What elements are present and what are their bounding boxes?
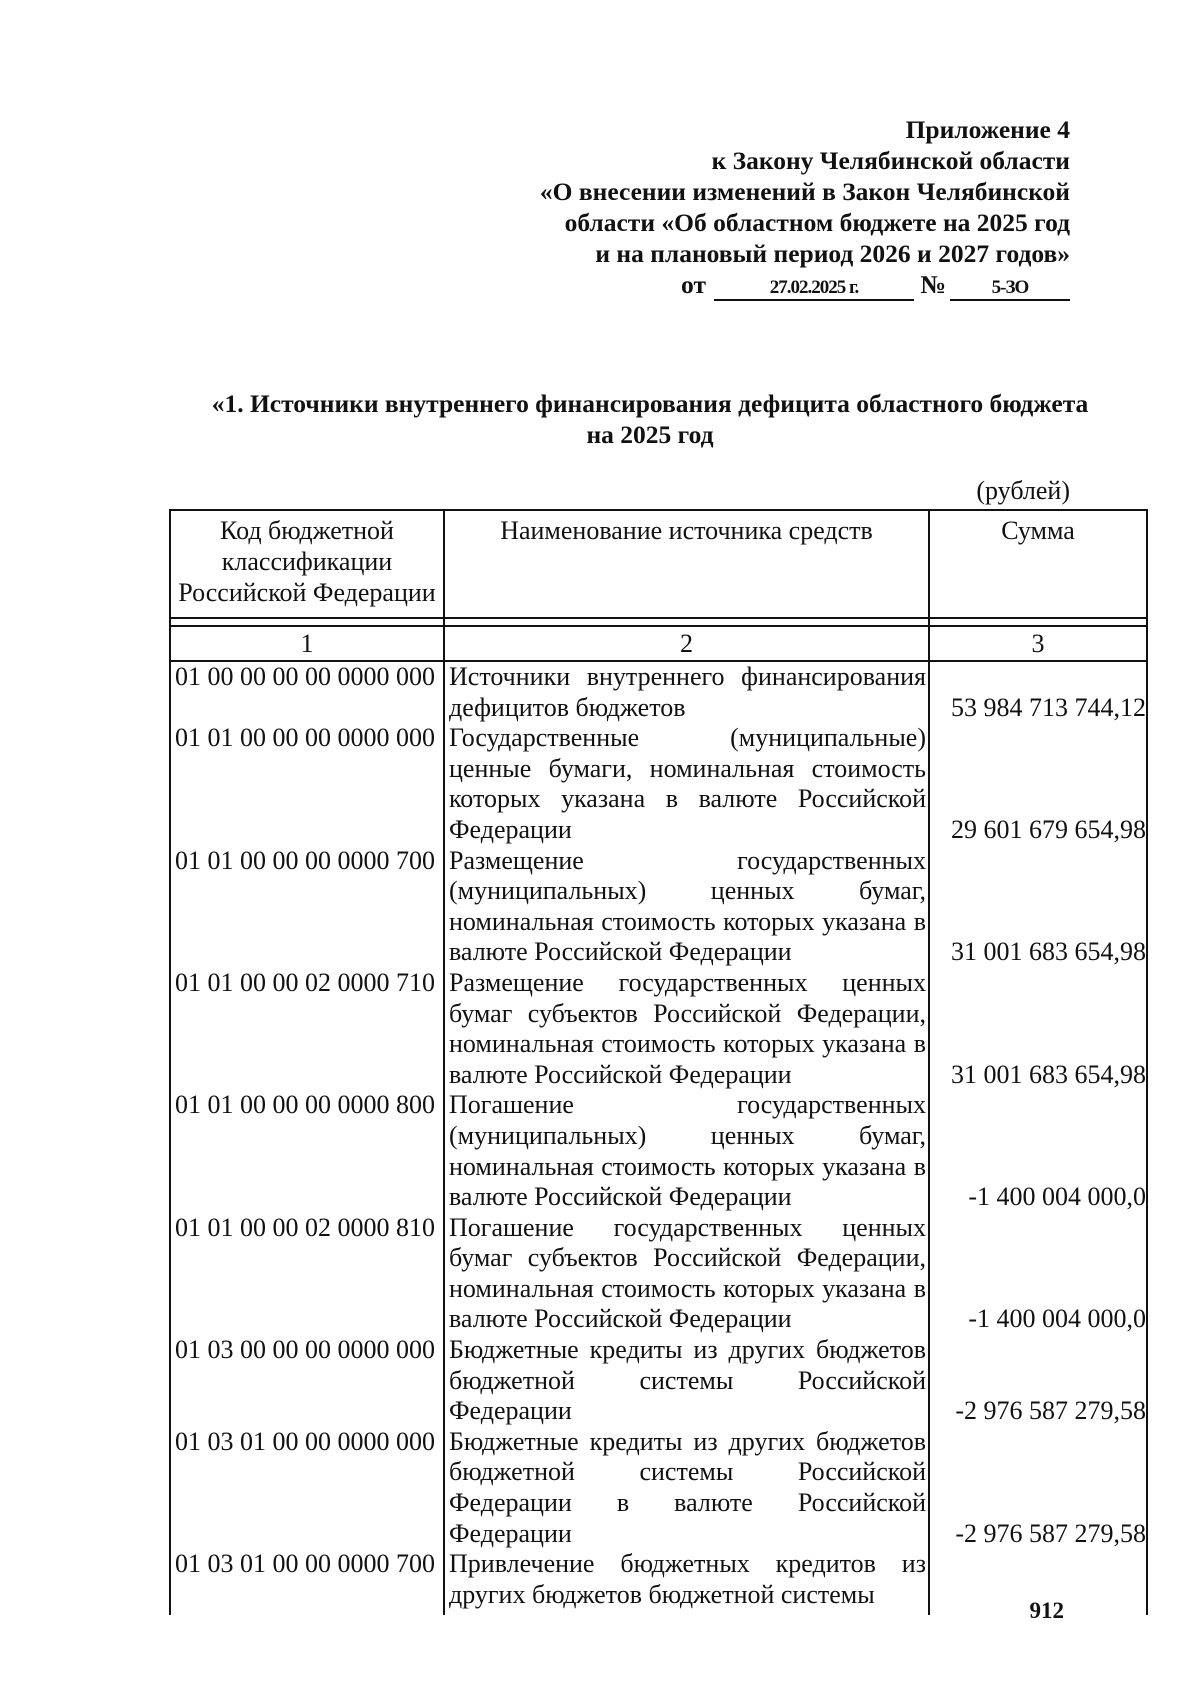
budget-code-cell: 01 01 00 00 00 0000 000 [170,723,444,845]
table-row [170,968,1147,1090]
header-source-name: Наименование источника средств [444,510,929,618]
page-number: 912 [1029,1598,1064,1623]
sum-cell: 31 001 683 654,98 [929,968,1147,1090]
budget-code-cell: 01 00 00 00 00 0000 000 [170,661,444,723]
table-row [170,1427,1147,1549]
source-name-cell: Бюджетные кредиты из других бюджетов бюджетной системы Российской Федерации в валюте Российской Федерации [444,1427,929,1549]
budget-code-cell: 01 03 00 00 00 0000 000 [170,1335,444,1427]
source-name-cell: Государственные (муниципальные) ценные бумаги, номинальная стоимость которых указана в валюте Российской Федерации [444,723,929,845]
source-name-cell: Бюджетные кредиты из других бюджетов бюджетной системы Российской Федерации [444,1335,929,1427]
header-sum: Сумма [929,510,1147,618]
source-name-cell: Размещение государственных (муниципальных) ценных бумаг, номинальная стоимость которых указана в валюте Российской Федерации [444,846,929,968]
number-sign: № [920,270,946,299]
table-title [150,388,1150,450]
sum-cell: -2 976 587 279,58 [929,1427,1147,1549]
appendix-header-line: к Закону Челябинской области [711,146,1070,175]
appendix-header [540,114,1070,301]
budget-code-cell: 01 03 01 00 00 0000 700 [170,1549,444,1615]
law-date: 27.02.2025 г. [714,277,914,301]
table-body [170,618,1147,1615]
header-gap-row [170,618,1147,626]
financing-sources-table [169,509,1148,1615]
sum-cell: 29 601 679 654,98 [929,723,1147,845]
date-prefix: от [681,270,706,299]
source-name-cell: Источники внутреннего финансирования дефицитов бюджетов [444,661,929,723]
budget-code-cell: 01 01 00 00 02 0000 710 [170,968,444,1090]
sum-cell: -1 400 004 000,0 [929,1090,1147,1212]
column-number: 2 [444,626,929,661]
budget-code-cell: 01 03 01 00 00 0000 000 [170,1427,444,1549]
sum-cell: -1 400 004 000,0 [929,1213,1147,1335]
column-number: 3 [929,626,1147,661]
table-row [170,661,1147,723]
table-row [170,1335,1147,1427]
budget-code-cell: 01 01 00 00 02 0000 810 [170,1213,444,1335]
appendix-header-line: и на плановый период 2026 и 2027 годов» [595,239,1070,268]
appendix-header-line: области «Об областном бюджете на 2025 год [564,208,1070,237]
column-number-row [170,626,1147,661]
table-header-row [170,510,1147,618]
budget-code-cell: 01 01 00 00 00 0000 700 [170,846,444,968]
budget-code-cell: 01 01 00 00 00 0000 800 [170,1090,444,1212]
header-budget-code: Код бюджетной классификации Российской Федерации [170,510,444,618]
sum-cell: -2 976 587 279,58 [929,1335,1147,1427]
appendix-header-line: «О внесении изменений в Закон Челябинской [539,177,1070,206]
table-row [170,846,1147,968]
sum-cell: 31 001 683 654,98 [929,846,1147,968]
table-row [170,723,1147,845]
source-name-cell: Размещение государственных ценных бумаг субъектов Российской Федерации, номинальная стоимость которых указана в валюте Российской Федерации [444,968,929,1090]
law-number: 5-ЗО [950,277,1070,301]
column-number: 1 [170,626,444,661]
source-name-cell: Погашение государственных ценных бумаг субъектов Российской Федерации, номинальная стоимость которых указана в валюте Российской Федерации [444,1213,929,1335]
table-row [170,1549,1147,1615]
source-name-cell: Привлечение бюджетных кредитов из других бюджетов бюджетной системы [444,1549,929,1615]
sum-cell: 53 984 713 744,12 [929,661,1147,723]
source-name-cell: Погашение государственных (муниципальных) ценных бумаг, номинальная стоимость которых указана в валюте Российской Федерации [444,1090,929,1212]
table-title-line: «1. Источники внутреннего финансирования дефицита областного бюджета [211,389,1089,418]
table-row [170,1090,1147,1212]
appendix-header-line: Приложение 4 [905,115,1070,144]
units-label: (рублей) [976,476,1070,505]
table-row [170,1213,1147,1335]
law-date-number-line [540,269,1070,301]
table-title-line: на 2025 год [586,420,714,449]
